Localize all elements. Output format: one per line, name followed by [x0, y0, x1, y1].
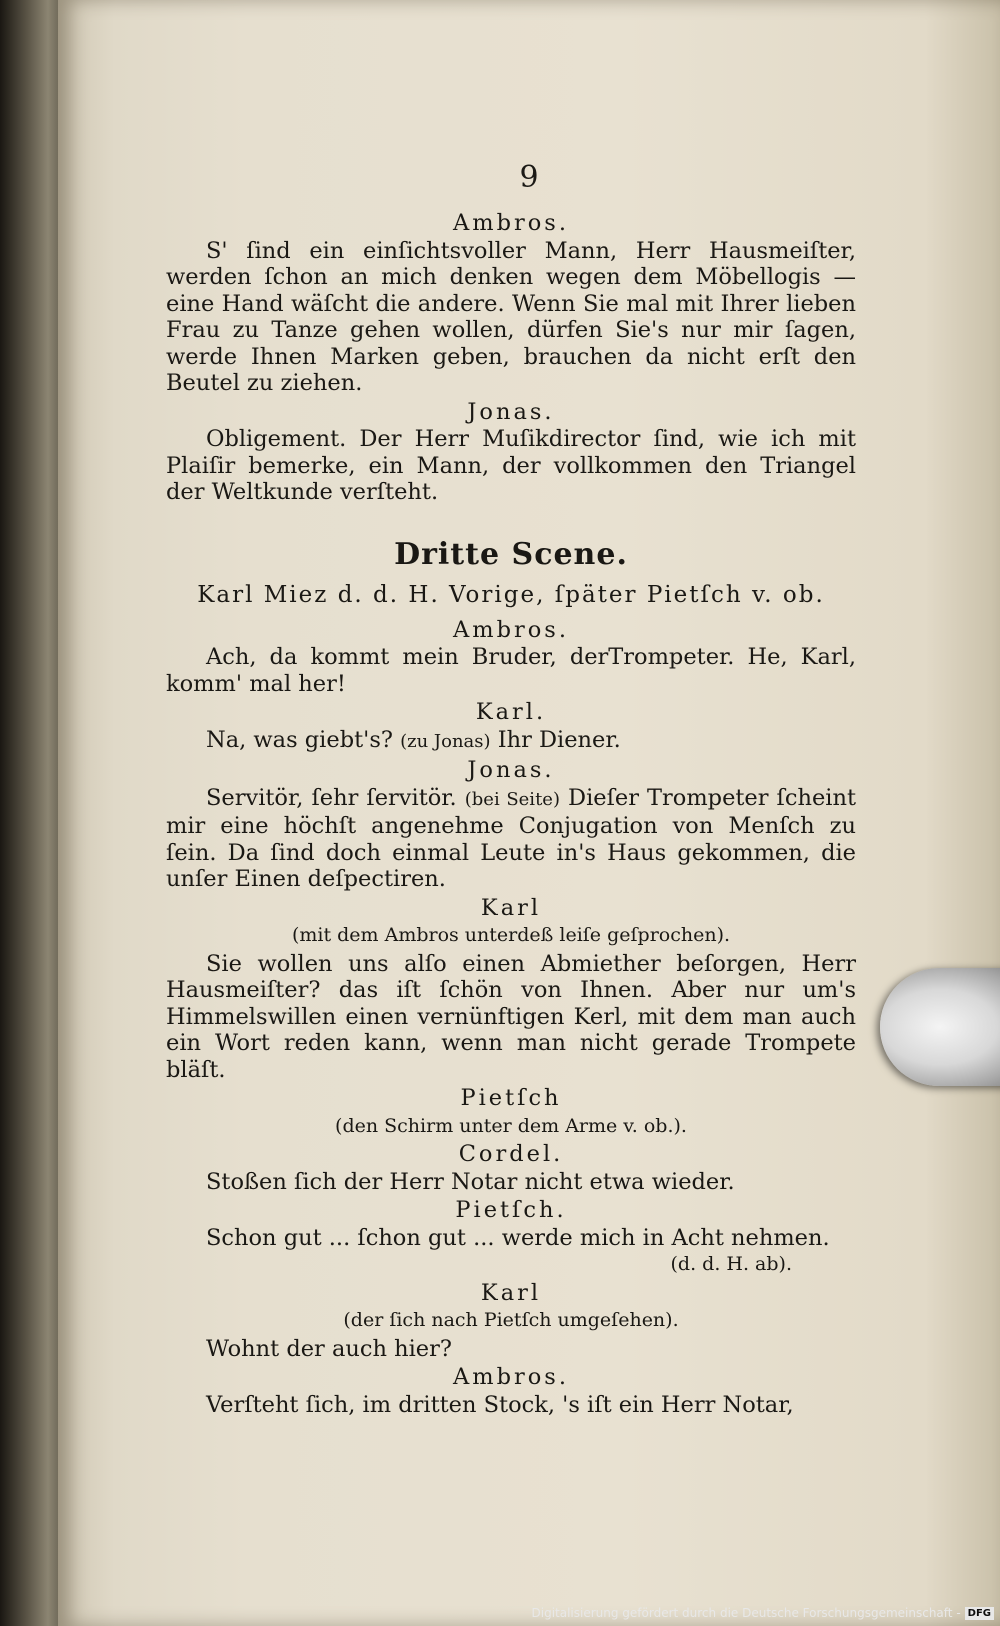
dialogue-paragraph: Obligement. Der Herr Muſikdirector ſind, wie ich mit Plaiſir bemerke, ein Mann, der vollkommen den Triangel der Weltkunde verſteht. — [166, 426, 856, 505]
stage-direction: (den Schirm unter dem Arme v. ob.). — [335, 1114, 687, 1137]
speaker-name: Ambros. — [453, 616, 569, 643]
speaker-name: Pietſch — [460, 1085, 562, 1111]
dialogue-paragraph: Schon gut ... ſchon gut ... werde mich in Acht nehmen. — [206, 1224, 830, 1251]
dialogue-text: Servitör, ſehr ſervitör. — [206, 784, 457, 811]
dialogue-paragraph: Stoßen ſich der Herr Notar nicht etwa wieder. — [206, 1168, 735, 1195]
dialogue-paragraph: Verſteht ſich, im dritten Stock, 's iſt ein Herr Notar, — [206, 1391, 794, 1418]
dialogue-paragraph: S' ſind ein einſichtsvoller Mann, Herr Hausmeiſter, werden ſchon an mich denken wegen dem Möbellogis — eine Hand wäſcht die andere. Wenn Sie mal mit Ihrer lieben Frau zu Tanze gehen wollen, dürfen Sie's nur mir ſagen, werde Ihnen Marken geben, brauchen da nicht erſt den Beutel zu ziehen. — [166, 237, 856, 396]
scanner-thumb — [880, 968, 1000, 1086]
speaker-name: Pietſch. — [455, 1197, 567, 1223]
book-spine-edge — [0, 0, 60, 1626]
page-number: 9 — [519, 160, 539, 195]
stage-direction: (d. d. H. ab). — [670, 1253, 792, 1275]
stage-direction: (mit dem Ambros unterdeß leiſe geſprochen). — [291, 924, 731, 946]
scene-title: Dritte Scene. — [394, 536, 628, 572]
speaker-name: Jonas. — [467, 757, 555, 783]
dialogue-paragraph: Ach, da kommt mein Bruder, derTrompeter. He, Karl, komm' mal her! — [166, 644, 856, 697]
dfg-logo-icon: DFG — [965, 1607, 994, 1620]
speaker-name: Ambros. — [453, 1364, 569, 1390]
page-text — [166, 208, 856, 1418]
dialogue-text: Dieſer Trompeter ſcheint mir eine höchſt angenehme Conjugation von Menſch zu ſein. Da ſind doch einmal Leute in's Haus gekommen, die unſer Einen deſpectiren. — [166, 784, 856, 892]
scene-persons: Karl Miez d. d. H. Vorige, ſpäter Pietſch v. ob. — [197, 582, 825, 608]
digitization-footer — [532, 1606, 995, 1620]
dialogue-paragraph — [166, 785, 856, 893]
dialogue-paragraph — [166, 727, 856, 756]
speaker-name: Ambros. — [453, 210, 569, 236]
dialogue-text: Na, was giebt's? — [206, 726, 393, 753]
speaker-name: Cordel. — [458, 1141, 564, 1167]
footer-text: Digitalisierung gefördert durch die Deutsche Forschungsgemeinschaft - — [531, 1606, 961, 1620]
book-page — [58, 0, 1000, 1626]
speaker-name: Karl — [480, 1279, 542, 1306]
dialogue-paragraph: Sie wollen uns alſo einen Abmiether beſorgen, Herr Hausmeiſter? das iſt ſchön von Ihnen. Aber nur um's Himmelswillen einen vernünftigen Kerl, mit dem man auch ein Wort reden kann, wenn man nicht gerade Trompete bläſt. — [166, 950, 856, 1083]
stage-direction: (der ſich nach Pietſch umgeſehen). — [343, 1309, 679, 1331]
stage-aside: (bei Seite) — [464, 788, 560, 810]
dialogue-text: Ihr Diener. — [497, 726, 621, 753]
stage-aside: (zu Jonas) — [400, 730, 491, 752]
speaker-name: Karl. — [475, 699, 547, 725]
speaker-name: Karl — [480, 894, 542, 921]
dialogue-paragraph: Wohnt der auch hier? — [206, 1335, 452, 1362]
speaker-name: Jonas. — [467, 398, 555, 425]
